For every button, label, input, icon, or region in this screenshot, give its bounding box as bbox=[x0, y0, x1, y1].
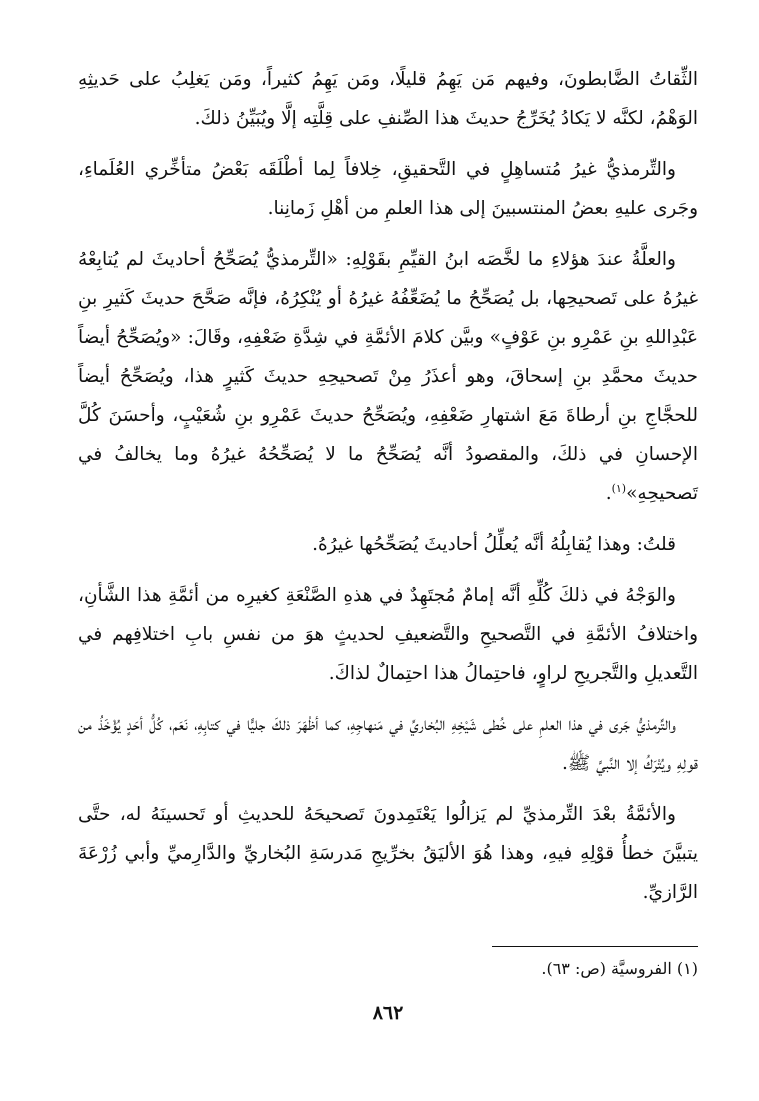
paragraph-1: الثِّقاتُ الضَّابطونَ، وفيهم مَن يَهِمُ قليلًا، ومَن يَهِمُ كثيراً، ومَن يَغلِبُ على حَديثِهِ الوَهْمُ، لكنَّه لا يَكادُ يُخَرِّجُ حديثَ هذا الصِّنفِ على قِلَّتِه إلَّا ويُبَيِّنُ ذلكَ. bbox=[78, 69, 698, 129]
footnote-text: (١) الفروسيَّة (ص: ٦٣). bbox=[541, 959, 698, 978]
paragraph-3: والعلَّةُ عندَ هؤلاءِ ما لخَّصَه ابنُ القيِّمِ بقَوْلِهِ: «التِّرمذيُّ يُصَحِّحُ أحاديثَ لم يُتابِعْهُ غيرُهُ على تَصحيحِها، بل يُصَحِّحُ ما يُضَعِّفُهُ غيرُهُ أو يُنْكِرُهُ، فإنَّه صَحَّحَ حديثَ كَثيرِ بنِ عَبْدِاللهِ بنِ عَمْرِو بنِ عَوْفٍ» وبيَّن كلامَ الأئمَّةِ في شِدَّةِ ضَعْفِهِ، وقَالَ: «ويُصَحِّحُ أيضاً حديثَ محمَّدِ بنِ إسحاقَ، وهو أعذَرُ مِنْ تَصحيحِهِ حديثَ كَثيرٍ هذا، ويُصَحِّحُ أيضاً للحجَّاجِ بنِ أرطاةَ مَعَ اشتهارِ ضَعْفِهِ، ويُصَحِّحُ حديثَ عَمْرِو بنِ شُعَيْبٍ، وأحسَنَ كُلَّ الإحسانِ في ذلكَ، والمقصودُ أنَّه يُصَحِّحُ ما لا يُصَحِّحُهُ غيرُهُ وما يخالفُ في تَصحيحِهِ»$^{(١)}$. bbox=[78, 249, 698, 504]
footnote-divider bbox=[492, 946, 698, 947]
page-number: ٨٦٢ bbox=[372, 1002, 404, 1024]
paragraph-2: والتِّرمذيُّ غيرُ مُتساهِلٍ في التَّحقيقِ، خِلافاً لِما أطْلَقَه بَعْضُ متأخِّري العُلَماءِ، وجَرى عليهِ بعضُ المنتسبينَ إلى هذا العلمِ من أهْلِ زَمانِنا. bbox=[78, 159, 698, 219]
paragraph-3-text: والعلَّةُ عندَ هؤلاءِ ما لخَّصَه ابنُ القيِّمِ بقَوْلِهِ: «التِّرمذيُّ يُصَحِّحُ أحاديثَ لم يُتابِعْهُ غيرُهُ على تَصحيحِها، بل يُصَحِّحُ ما يُضَعِّفُهُ غيرُهُ أو يُنْكِرُهُ، فإنَّه صَحَّحَ حديثَ كَثيرِ بنِ عَبْدِاللهِ بنِ عَمْرِو بنِ عَوْفٍ» وبيَّن كلامَ الأئمَّةِ في شِدَّةِ ضَعْفِهِ، وقَالَ: «ويُصَحِّحُ أيضاً حديثَ محمَّدِ بنِ إسحاقَ، وهو أعذَرُ مِنْ تَصحيحِهِ حديثَ كَثيرٍ هذا، ويُصَحِّحُ أيضاً للحجَّاجِ بنِ أرطاةَ مَعَ اشتهارِ ضَعْفِهِ، ويُصَحِّحُ حديثَ عَمْرِو بنِ شُعَيْبٍ، وأحسَنَ كُلَّ الإحسانِ في ذلكَ، والمقصودُ أنَّه يُصَحِّحُ ما لا يُصَحِّحُهُ غيرُهُ وما يخالفُ في تَصحيحِهِ» bbox=[78, 249, 698, 504]
footnote-reference[interactable]: (١) bbox=[611, 481, 627, 495]
paragraph-4: قلتُ: وهذا يُقابِلُهُ أنَّه يُعلِّلُ أحاديثَ يُصَحِّحُها غيرُهُ. bbox=[312, 534, 676, 555]
paragraph-5: والوَجْهُ في ذلكَ كُلِّهِ أنَّه إمامٌ مُجتَهِدٌ في هذهِ الصَّنْعَةِ كغيرِه من أئمَّةِ هذا الشَّأنِ، واختلافُ الأئمَّةِ في التَّصحيحِ والتَّضعيفِ لحديثٍ هوَ من نفسِ بابِ اختلافِهم في التَّعديلِ والتَّجريحِ لراوٍ، فاحتِمالُ هذا احتِمالٌ لذاكَ. bbox=[78, 585, 698, 684]
book-page bbox=[78, 60, 698, 1080]
paragraph-7: والأئمَّةُ بعْدَ التِّرمذيِّ لم يَزالُوا يَعْتَمِدونَ تَصحيحَهُ للحديثِ أو تَحسينَهُ له، حتَّى يتبيَّنَ خطأُ قوْلِهِ فيهِ، وهذا هُوَ الأليَقُ بخرِّيجِ مَدرسَةِ البُخاريِّ والدَّارِميِّ وأبي زُرْعَةَ الرَّازيِّ. bbox=[78, 804, 698, 903]
paragraph-6: والتِّرمذيُّ جَرى في هذا العلمِ على خُطى شَيْخِهِ البُخاريِّ في مَنهاجِهِ، كما أظْهَرَ ذلكَ جليًّا في كتابِهِ، نَعَم، كُلُّ أحَدٍ يُؤْخَذُ من قولِهِ ويُتْرَكُ إلا النَّبيَّ ﷺ. bbox=[78, 714, 698, 774]
